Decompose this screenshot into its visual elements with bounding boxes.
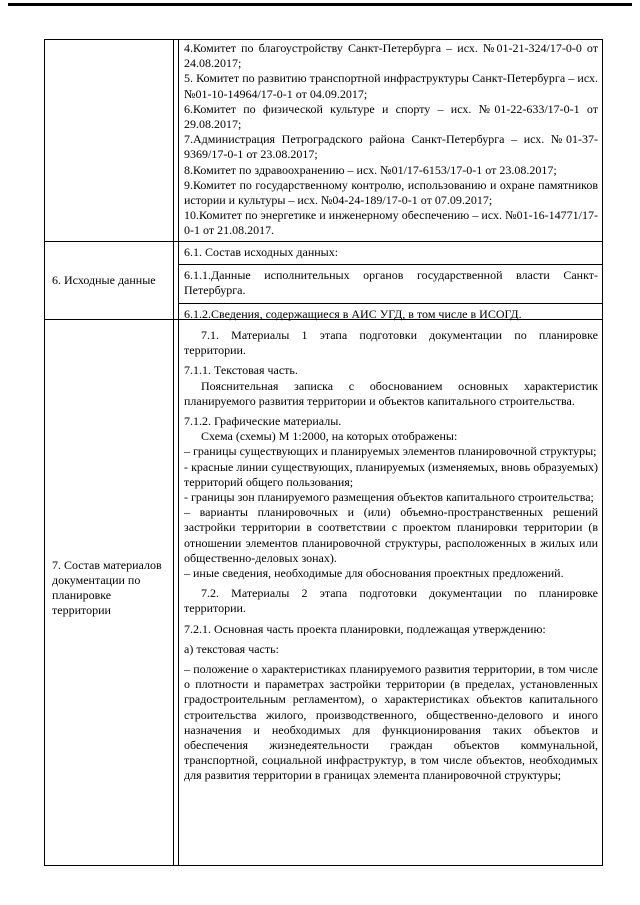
- list-item: – границы существующих и планируемых элементов планировочной структуры;: [184, 444, 597, 459]
- row-label: 6. Исходные данные: [52, 273, 156, 287]
- row-label-cell: [45, 320, 174, 866]
- row-label-cell: [45, 40, 174, 242]
- terms-table: [44, 39, 603, 866]
- paragraph: Пояснительная записка с обоснованием основных характеристик планируемого развития территории и объектов капитального строительства.: [184, 378, 598, 408]
- list-item: 4.Комитет по благоустройству Санкт-Петербурга – исх. №01-21-324/17-0-0 от 24.08.2017;: [184, 41, 598, 71]
- row-label: 7. Состав материалов документации по планировке территории: [52, 558, 162, 617]
- list-item: - границы зон планируемого размещения объектов капитального строительства;: [184, 490, 594, 505]
- section-heading: 6.1. Состав исходных данных:: [184, 245, 339, 259]
- subsection-heading: 7.1.2. Графические материалы.: [184, 414, 342, 429]
- paragraph: 6.1.1.Данные исполнительных органов государственной власти Санкт-Петербурга.: [179, 264, 602, 298]
- table-row: [45, 320, 603, 866]
- list-item: 5. Комитет по развитию транспортной инфраструктуры Санкт-Петербурга – исх. №01-10-14964/17-0-1 от 04.09.2017;: [184, 71, 598, 101]
- row-content-cell: [174, 320, 603, 866]
- subsection-heading: а) текстовая часть:: [184, 641, 279, 656]
- list-item: 6.Комитет по физической культуре и спорту – исх. №01-22-633/17-0-1 от 29.08.2017;: [184, 101, 598, 132]
- top-rule: [8, 3, 632, 6]
- table-row: [45, 242, 603, 320]
- list-item: - красные линии существующих, планируемых (изменяемых, вновь образуемых) территорий общего пользования;: [184, 459, 598, 489]
- section-heading: 7.2. Материалы 2 этапа подготовки документации по планировке территории.: [184, 586, 598, 616]
- row-content-cell: [174, 40, 603, 242]
- list-item: 8.Комитет по здравоохранению – исх. №01/17-6153/17-0-1 от 23.08.2017;: [184, 162, 557, 177]
- list-item: 9.Комитет по государственному контролю, использованию и охране памятников истории и культуры – исх. №04-24-189/17-0-1 от 07.09.2017;: [184, 177, 598, 208]
- list-item: 10.Комитет по энергетике и инженерному обеспечению – исх. №01-16-14771/17-0-1 от 21.08.2017.: [184, 208, 598, 238]
- list-item: 7.Администрация Петроградского района Санкт-Петербурга – исх. №01-37-9369/17-0-1 от 23.08.2017;: [184, 132, 598, 162]
- row-label-cell: [45, 242, 174, 320]
- row-content-cell: [174, 242, 603, 320]
- paragraph: – положение о характеристиках планируемого развития территории, в том числе о плотности и параметрах застройки территории (в пределах, установленных градостроительным регламентом), о характеристиках объектов капитального строительства жилого, производственного, общественно-делового и иного назначения и необходимых для функционирования таких объектов и обеспечения жизнедеятельности граждан объектов коммунальной, транспортной, социальной инфраструктур, в том числе объектов, необходимых для развития территории в границах элемента планировочной структуры;: [184, 662, 598, 783]
- subsection-heading: 7.2.1. Основная часть проекта планировки, подлежащая утверждению:: [184, 621, 546, 636]
- section-heading: 7.1. Материалы 1 этапа подготовки документации по планировке территории.: [184, 328, 598, 358]
- paragraph: Схема (схемы) М 1:2000, на которых отображены:: [201, 429, 458, 444]
- paragraph: 6.1.2.Сведения, содержащиеся в АИС УГД, в том числе в ИСОГД.: [179, 303, 602, 322]
- list-item: – варианты планировочных и (или) объемно-пространственных решений застройки территории в соответствии с проектом планировки территории (в отношении элементов планировочной структуры, расположенных в жилых или общественно-деловых зонах).: [184, 505, 598, 565]
- table-row: [45, 40, 603, 242]
- subsection-heading: 7.1.1. Текстовая часть.: [184, 363, 298, 378]
- list-item: – иные сведения, необходимые для обоснования проектных предложений.: [184, 566, 564, 581]
